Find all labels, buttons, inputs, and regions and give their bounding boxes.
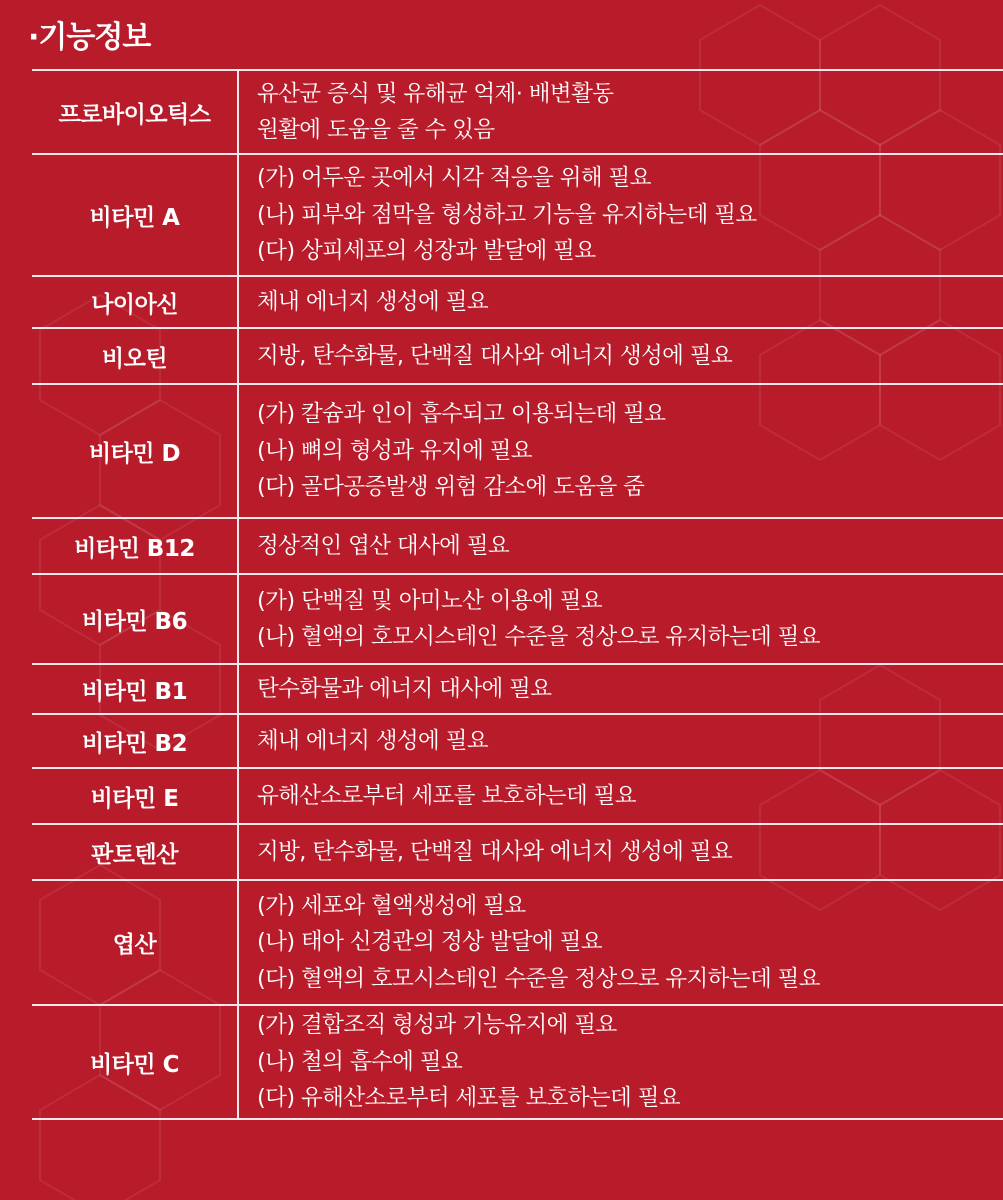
description-line: (가) 칼슘과 인이 흡수되고 이용되는데 필요	[257, 401, 666, 428]
nutrient-name: 비타민 A	[32, 154, 238, 276]
nutrient-function-description	[238, 574, 1003, 664]
description-line: (나) 철의 흡수에 필요	[257, 1048, 463, 1075]
nutrient-function-description	[238, 328, 1003, 384]
table-row	[32, 768, 1003, 824]
description-line: (가) 어두운 곳에서 시각 적응을 위해 필요	[257, 165, 651, 192]
description-line: (다) 상피세포의 성장과 발달에 필요	[257, 238, 596, 265]
description-line: 지방, 탄수화물, 단백질 대사와 에너지 생성에 필요	[257, 342, 733, 369]
description-line: 탄수화물과 에너지 대사에 필요	[257, 675, 552, 702]
description-line: 원활에 도움을 줄 수 있음	[257, 117, 495, 143]
nutrient-function-description	[238, 276, 1003, 328]
table-row	[32, 328, 1003, 384]
description-line: (나) 태아 신경관의 정상 발달에 필요	[257, 929, 603, 956]
nutrient-name: 엽산	[32, 880, 238, 1005]
description-line: 유해산소로부터 세포를 보호하는데 필요	[257, 782, 636, 809]
table-row	[32, 384, 1003, 518]
nutrient-name: 나이아신	[32, 276, 238, 328]
nutrient-function-description	[238, 714, 1003, 768]
description-line: 체내 에너지 생성에 필요	[257, 288, 489, 315]
description-line: 지방, 탄수화물, 단백질 대사와 에너지 생성에 필요	[257, 838, 733, 865]
nutrient-name: 비타민 C	[32, 1005, 238, 1119]
table-row	[32, 276, 1003, 328]
nutrient-name: 판토텐산	[32, 824, 238, 880]
nutrient-function-description	[238, 664, 1003, 714]
description-line: (다) 골다공증발생 위험 감소에 도움을 줌	[257, 474, 645, 501]
nutrient-function-description	[238, 880, 1003, 1005]
nutrient-function-description	[238, 70, 1003, 154]
description-line: (가) 결합조직 형성과 기능유지에 필요	[257, 1012, 617, 1039]
table-row	[32, 70, 1003, 154]
table-row	[32, 714, 1003, 768]
description-line: (나) 피부와 점막을 형성하고 기능을 유지하는데 필요	[257, 201, 757, 228]
nutrient-name: 비타민 B1	[32, 664, 238, 714]
nutrient-function-description	[238, 824, 1003, 880]
nutrient-name: 비타민 B6	[32, 574, 238, 664]
nutrient-name: 프로바이오틱스	[32, 70, 238, 154]
nutrient-name: 비타민 B2	[32, 714, 238, 768]
nutrient-function-description	[238, 384, 1003, 518]
description-line: 유산균 증식 및 유해균 억제· 배변활동	[257, 80, 614, 107]
description-line: 정상적인 엽산 대사에 필요	[257, 532, 510, 559]
table-row	[32, 824, 1003, 880]
nutrient-function-description	[238, 518, 1003, 574]
description-line: 체내 에너지 생성에 필요	[257, 727, 489, 754]
table-row	[32, 154, 1003, 276]
description-line: (가) 단백질 및 아미노산 이용에 필요	[257, 587, 603, 614]
function-info-table	[32, 69, 1003, 1120]
table-row	[32, 880, 1003, 1005]
nutrient-name: 비타민 D	[32, 384, 238, 518]
nutrient-function-description	[238, 768, 1003, 824]
description-line: (나) 뼈의 형성과 유지에 필요	[257, 437, 533, 464]
table-row	[32, 1005, 1003, 1119]
description-line: (나) 혈액의 호모시스테인 수준을 정상으로 유지하는데 필요	[257, 624, 820, 650]
page-title: ·기능정보	[28, 20, 151, 55]
description-line: (다) 유해산소로부터 세포를 보호하는데 필요	[257, 1085, 680, 1112]
description-line: (다) 혈액의 호모시스테인 수준을 정상으로 유지하는데 필요	[257, 965, 820, 992]
nutrient-name: 비타민 E	[32, 768, 238, 824]
table-row	[32, 518, 1003, 574]
nutrient-name: 비오틴	[32, 328, 238, 384]
nutrient-function-description	[238, 1005, 1003, 1119]
table-row	[32, 664, 1003, 714]
description-line: (가) 세포와 혈액생성에 필요	[257, 892, 526, 919]
nutrient-function-description	[238, 154, 1003, 276]
table-row	[32, 574, 1003, 664]
nutrient-name: 비타민 B12	[32, 518, 238, 574]
